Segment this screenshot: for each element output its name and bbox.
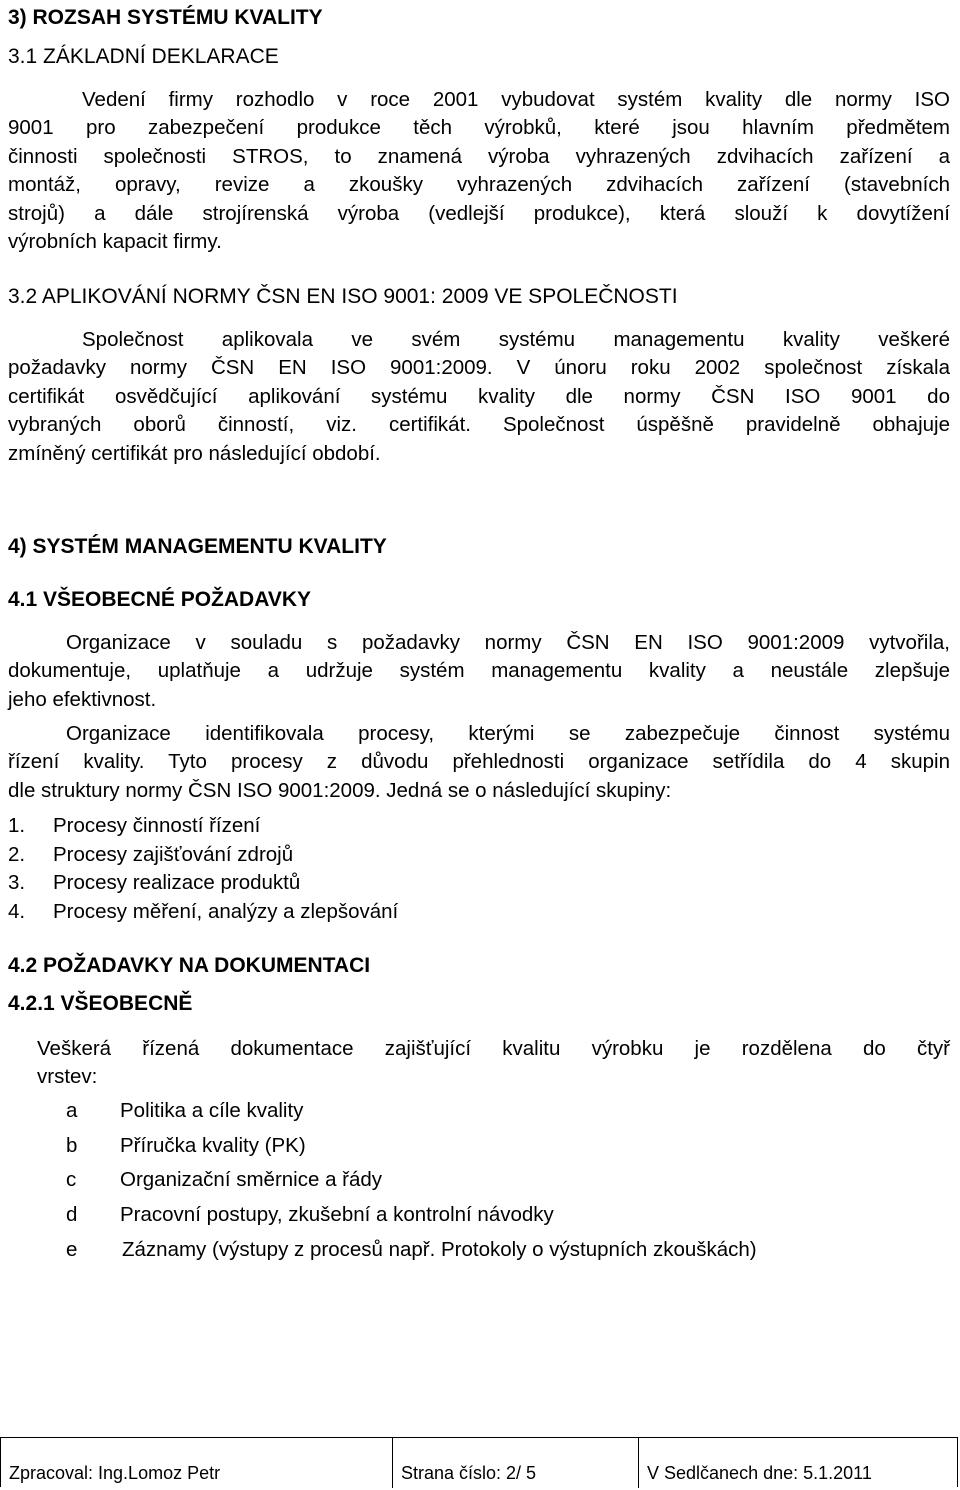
paragraph-line: požadavky normy ČSN EN ISO 9001:2009. V únoru roku 2002 společnost získala [8,356,950,380]
layer-letter: b [66,1134,78,1157]
paragraph-line: Vedení firmy rozhodlo v roce 2001 vybudovat systém kvality dle normy ISO [82,88,950,111]
layer-item: Příručka kvality (PK) [120,1134,306,1157]
paragraph-line: zmíněný certifikát pro následující období. [8,441,381,465]
section-4-2-heading: 4.2 POŽADAVKY NA DOKUMENTACI [8,954,371,977]
paragraph-line: montáž, opravy, revize a zkoušky vyhrazených zdvihacích zařízení (stavebních [8,173,950,197]
paragraph-line: řízení kvality. Tyto procesy z důvodu přehlednosti organizace setřídila do 4 skupin [8,750,950,774]
list-item-number: 3. [8,871,26,894]
paragraph-line: dle struktury normy ČSN ISO 9001:2009. Jedná se o následující skupiny: [8,778,672,802]
paragraph-line: dokumentuje, uplatňuje a udržuje systém managementu kvality a neustále zlepšuje [8,659,950,683]
paragraph-line: strojů) a dále strojírenská výroba (vedlejší produkce), která slouží k dovytížení [8,201,950,225]
paragraph-line: Společnost aplikovala ve svém systému managementu kvality veškeré [82,328,950,351]
section-3-1-heading: 3.1 ZÁKLADNÍ DEKLARACE [8,45,279,68]
paragraph-line: vrstev: [37,1065,98,1089]
paragraph-line: jeho efektivnost. [8,687,157,711]
paragraph-line: činnosti společnosti STROS, to znamená výroba vyhrazených zdvihacích zařízení a [8,144,950,168]
paragraph-line: vybraných oborů činností, viz. certifikát. Společnost úspěšně pravidelně obhajuje [8,413,950,437]
section-4-2-1-heading: 4.2.1 VŠEOBECNĚ [8,992,193,1015]
section-4-2-1-paragraph [37,1035,950,1092]
list-item: Procesy činností řízení [53,814,261,837]
footer-place-date: V Sedlčanech dne: 5.1.2011 [647,1463,872,1483]
list-item: Procesy měření, analýzy a zlepšování [53,900,399,923]
list-item: Procesy realizace produktů [53,871,301,894]
section-3-2-heading: 3.2 APLIKOVÁNÍ NORMY ČSN EN ISO 9001: 2009 VE SPOLEČNOSTI [8,285,678,308]
layer-item: Politika a cíle kvality [120,1099,304,1122]
layer-letter: c [66,1168,77,1191]
section-3-heading: 3) ROZSAH SYSTÉMU KVALITY [8,6,323,29]
list-item-number: 2. [8,843,26,866]
layer-letter: d [66,1203,78,1226]
footer-author: Zpracoval: Ing.Lomoz Petr [9,1463,221,1483]
list-item-number: 4. [8,900,26,923]
footer-table [0,1437,958,1487]
section-4-1-heading: 4.1 VŠEOBECNÉ POŽADAVKY [8,588,312,611]
paragraph-line: Organizace identifikovala procesy, kterými se zabezpečuje činnost systému [66,722,950,745]
layer-letter: a [66,1099,78,1122]
layer-item: Pracovní postupy, zkušební a kontrolní návodky [120,1203,554,1226]
paragraph-line: Veškerá řízená dokumentace zajišťující kvalitu výrobku je rozdělena do čtyř [37,1037,950,1060]
paragraph-line: výrobních kapacit firmy. [8,230,222,254]
list-item-number: 1. [8,814,26,837]
layer-letter: e [66,1238,78,1261]
section-4-heading: 4) SYSTÉM MANAGEMENTU KVALITY [8,535,387,558]
footer-date-cell [639,1438,957,1488]
list-item: Procesy zajišťování zdrojů [53,843,294,866]
paragraph-line: certifikát osvědčující aplikování systému kvality dle normy ČSN ISO 9001 do [8,384,950,408]
section-4-1-paragraph-1 [8,629,950,714]
paragraph-line: Organizace v souladu s požadavky normy ČSN EN ISO 9001:2009 vytvořila, [66,631,950,654]
footer-page-number: Strana číslo: 2/ 5 [401,1463,537,1483]
footer-author-cell [1,1438,393,1488]
layer-item: Záznamy (výstupy z procesů např. Protokoly o výstupních zkouškách) [122,1238,757,1261]
section-4-1-paragraph-2 [8,720,950,805]
section-3-2-paragraph [8,326,950,468]
footer-page-cell [393,1438,639,1488]
layer-item: Organizační směrnice a řády [120,1168,383,1191]
paragraph-line: 9001 pro zabezpečení produkce těch výrobků, které jsou hlavním předmětem [8,116,950,140]
section-3-1-paragraph [8,86,950,256]
